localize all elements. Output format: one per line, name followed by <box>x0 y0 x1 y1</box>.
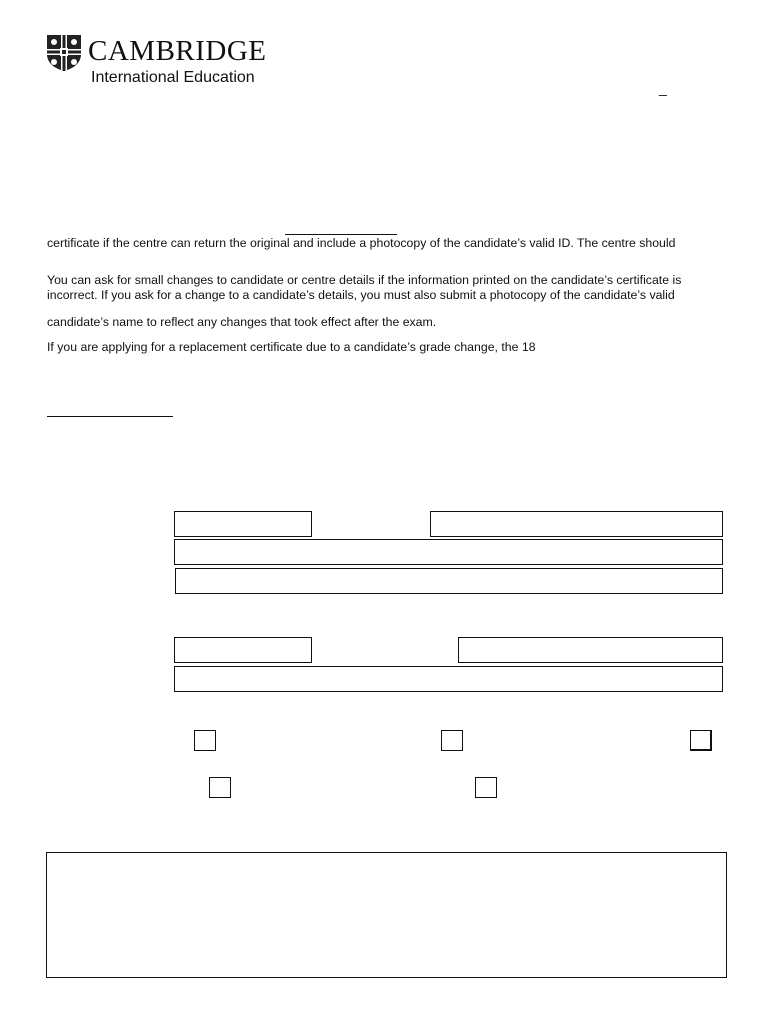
cambridge-crest-icon <box>46 34 82 72</box>
body-line-1: certificate if the centre can return the original and include a photocopy of the candidate’s valid ID. The centre should <box>47 236 676 250</box>
body-line-3: incorrect. If you ask for a change to a candidate’s details, you must also submit a photocopy of the candidate’s valid <box>47 288 675 302</box>
corner-mark: _ <box>659 80 667 96</box>
brand-name: CAMBRIDGE <box>88 35 267 67</box>
checkbox-1[interactable] <box>194 730 216 751</box>
form-field-5[interactable] <box>174 637 312 663</box>
body-line-2: You can ask for small changes to candidate or centre details if the information printed on the candidate’s certificate is <box>47 273 682 287</box>
body-line-4: candidate’s name to reflect any changes that took effect after the exam. <box>47 315 437 329</box>
body-line-5: If you are applying for a replacement certificate due to a candidate’s grade change, the 18 <box>47 340 536 354</box>
checkbox-4[interactable] <box>209 777 231 798</box>
form-field-3[interactable] <box>174 539 723 565</box>
brand-subtitle: International Education <box>91 69 255 86</box>
form-field-7[interactable] <box>174 666 723 692</box>
checkbox-3[interactable] <box>690 730 712 751</box>
form-field-4[interactable] <box>175 568 723 594</box>
checkbox-2[interactable] <box>441 730 463 751</box>
notes-box[interactable] <box>46 852 727 978</box>
link-underline <box>285 234 397 235</box>
section-rule <box>47 416 173 417</box>
checkbox-5[interactable] <box>475 777 497 798</box>
form-field-6[interactable] <box>458 637 723 663</box>
form-field-2[interactable] <box>430 511 723 537</box>
form-field-1[interactable] <box>174 511 312 537</box>
